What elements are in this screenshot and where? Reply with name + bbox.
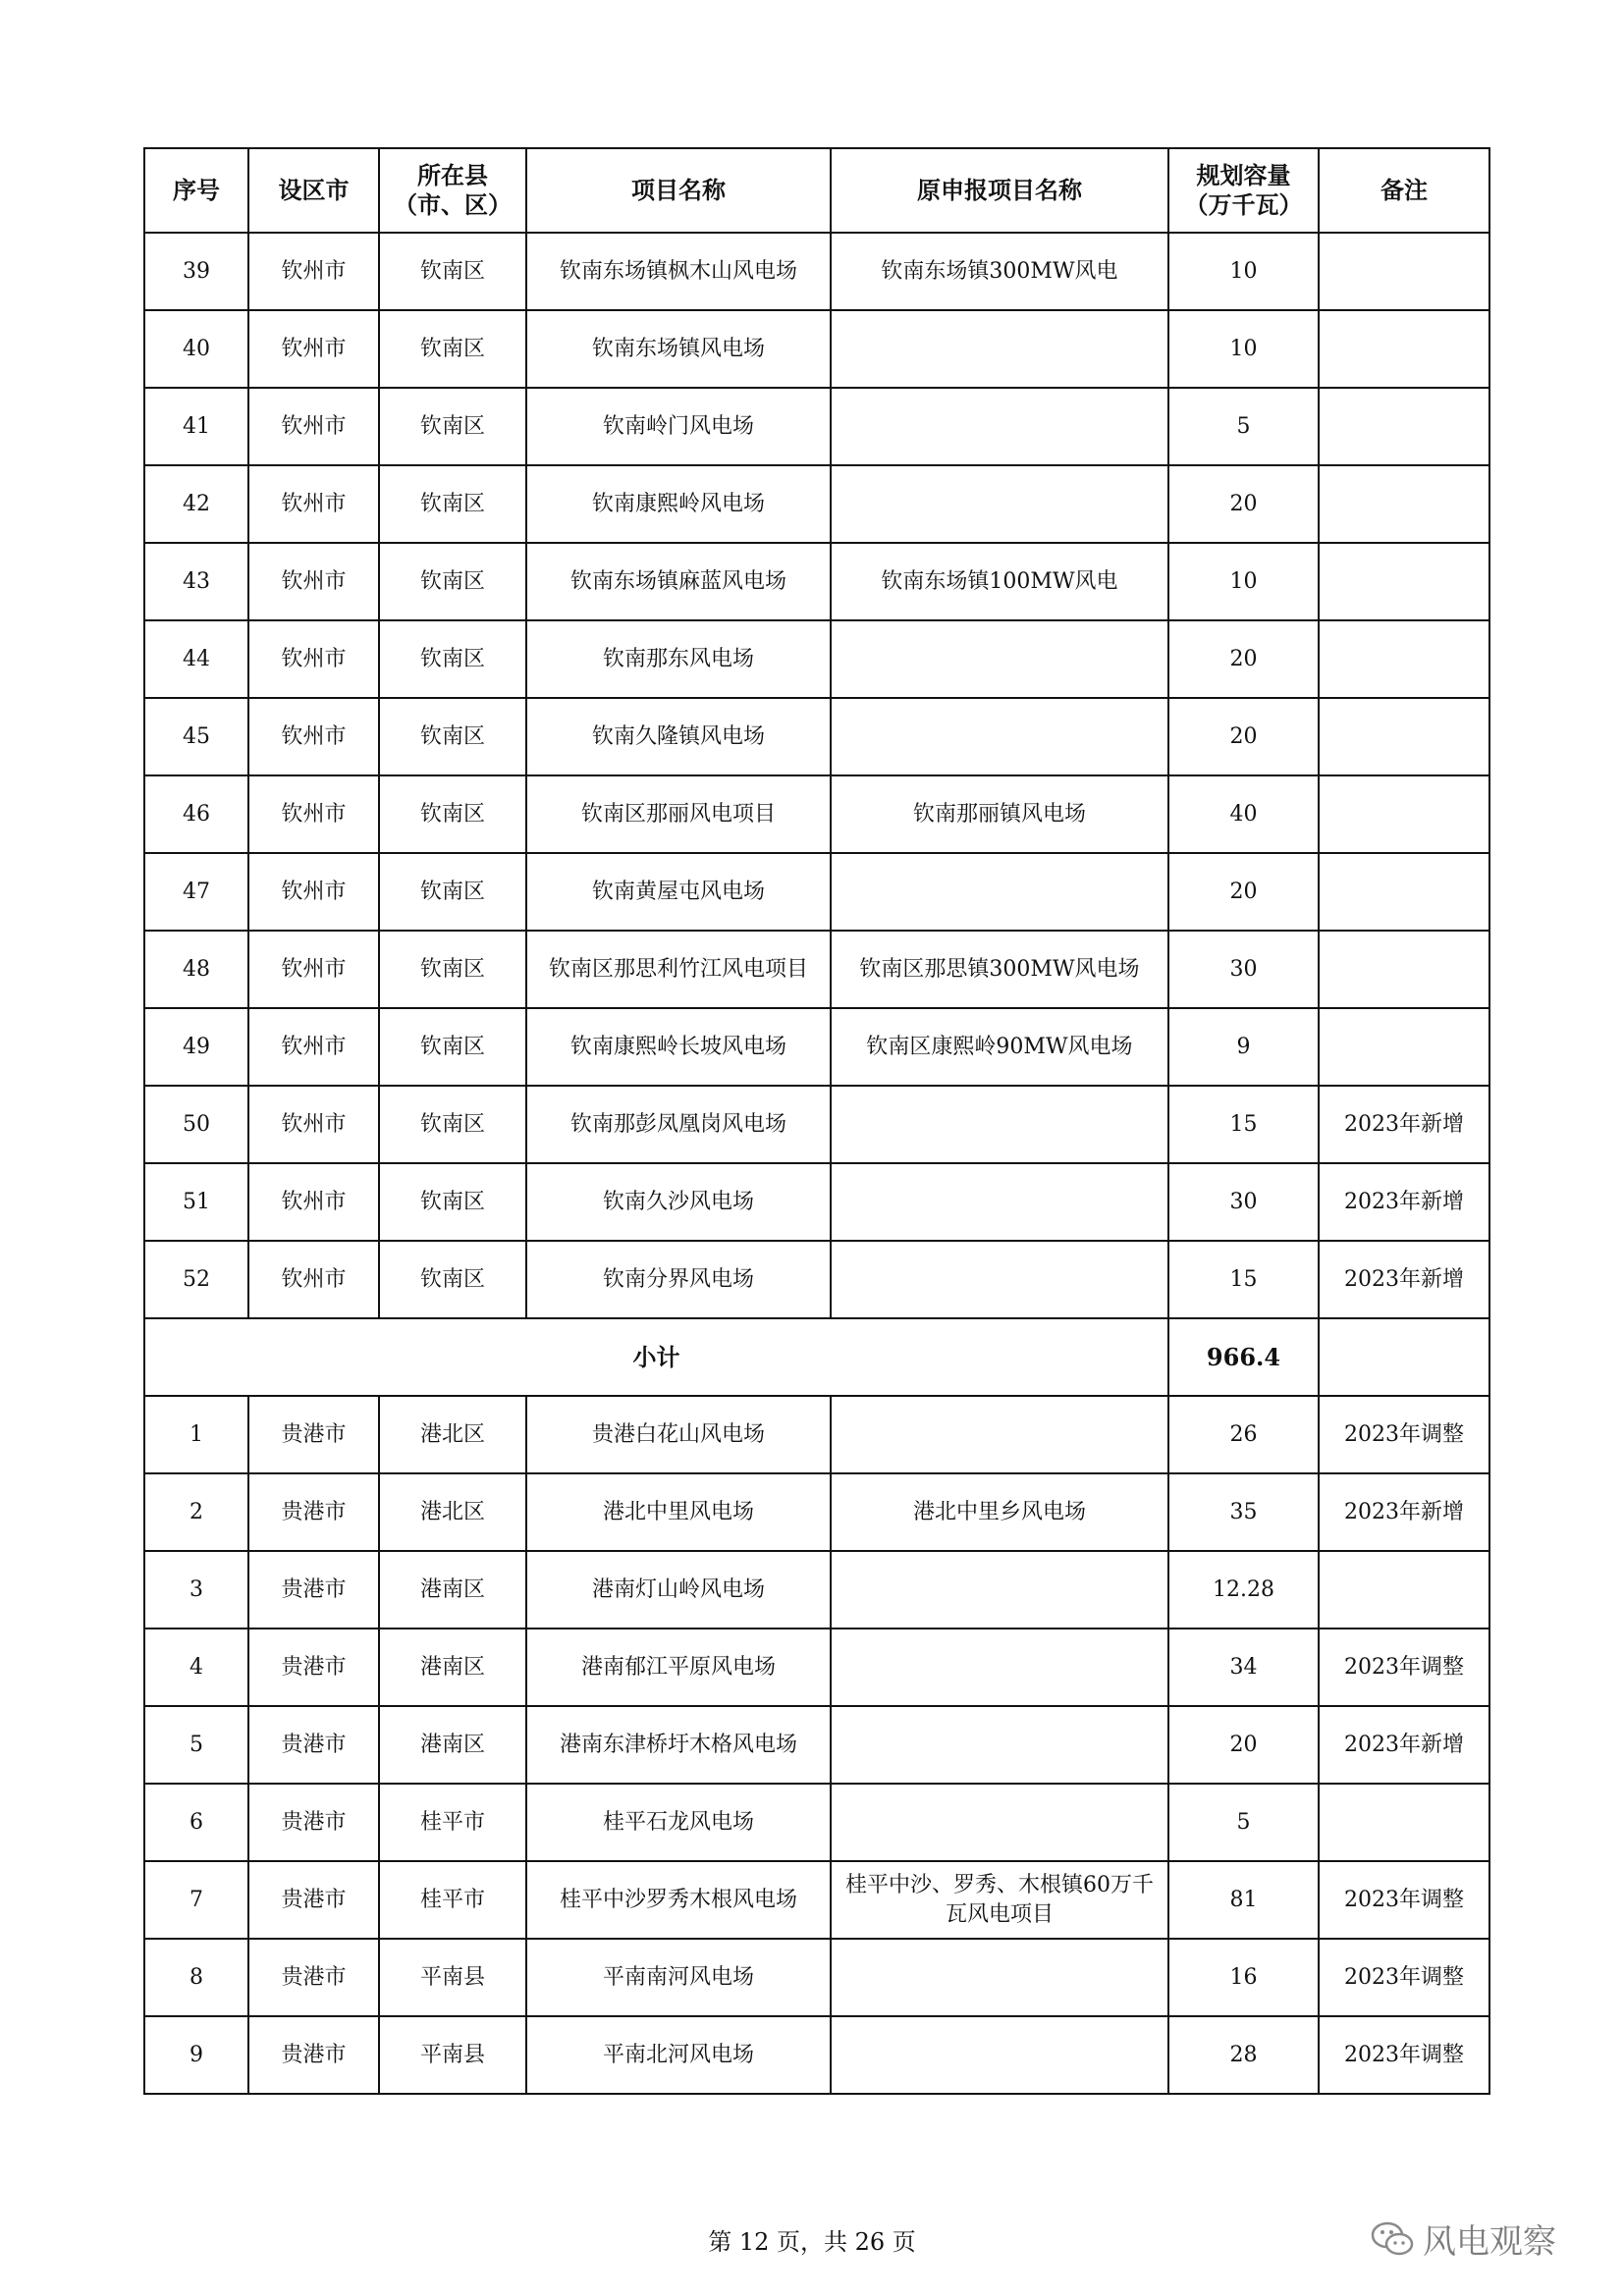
cell-city: 贵港市 (248, 1473, 379, 1551)
cell-original-name (831, 1163, 1168, 1241)
cell-county: 港南区 (379, 1551, 526, 1629)
cell-county: 港北区 (379, 1396, 526, 1473)
cell-index: 6 (144, 1784, 248, 1861)
cell-county: 钦南区 (379, 698, 526, 775)
table-row (144, 465, 1489, 543)
table-row (144, 1396, 1489, 1473)
table-row (144, 1163, 1489, 1241)
cell-project-name: 钦南岭门风电场 (526, 388, 831, 465)
cell-original-name: 钦南区康熙岭90MW风电场 (831, 1008, 1168, 1086)
cell-county: 钦南区 (379, 465, 526, 543)
cell-remark: 2023年调整 (1319, 1861, 1489, 1939)
table-row (144, 1784, 1489, 1861)
watermark (1370, 2215, 1556, 2263)
cell-city: 钦州市 (248, 698, 379, 775)
cell-original-name (831, 1706, 1168, 1784)
cell-project-name: 钦南东场镇麻蓝风电场 (526, 543, 831, 620)
cell-project-name: 港南灯山岭风电场 (526, 1551, 831, 1629)
cell-capacity: 5 (1168, 388, 1319, 465)
cell-index: 49 (144, 1008, 248, 1086)
cell-original-name (831, 1629, 1168, 1706)
cell-index: 7 (144, 1861, 248, 1939)
cell-city: 钦州市 (248, 1086, 379, 1163)
page-footer: 第 12 页，共 26 页 (708, 2228, 916, 2256)
cell-project-name: 桂平中沙罗秀木根风电场 (526, 1861, 831, 1939)
cell-remark (1319, 620, 1489, 698)
cell-county: 港南区 (379, 1706, 526, 1784)
cell-original-name: 桂平中沙、罗秀、木根镇60万千瓦风电项目 (831, 1861, 1168, 1939)
cell-capacity: 16 (1168, 1939, 1319, 2016)
cell-original-name: 钦南东场镇300MW风电 (831, 233, 1168, 310)
table-row (144, 775, 1489, 853)
subtotal-value: 966.4 (1168, 1318, 1319, 1396)
cell-county: 平南县 (379, 1939, 526, 2016)
cell-index: 1 (144, 1396, 248, 1473)
cell-capacity: 30 (1168, 1163, 1319, 1241)
table-row (144, 931, 1489, 1008)
table-row (144, 1008, 1489, 1086)
wechat-icon (1370, 2219, 1415, 2259)
cell-original-name (831, 1784, 1168, 1861)
cell-remark (1319, 853, 1489, 931)
cell-city: 钦州市 (248, 233, 379, 310)
cell-project-name: 钦南那东风电场 (526, 620, 831, 698)
cell-city: 钦州市 (248, 931, 379, 1008)
cell-county: 桂平市 (379, 1861, 526, 1939)
cell-original-name (831, 388, 1168, 465)
cell-city: 钦州市 (248, 620, 379, 698)
cell-project-name: 贵港白花山风电场 (526, 1396, 831, 1473)
cell-index: 4 (144, 1629, 248, 1706)
table-row (144, 1551, 1489, 1629)
cell-remark: 2023年调整 (1319, 1629, 1489, 1706)
cell-capacity: 15 (1168, 1086, 1319, 1163)
cell-city: 钦州市 (248, 775, 379, 853)
cell-index: 44 (144, 620, 248, 698)
cell-original-name (831, 620, 1168, 698)
cell-county: 港北区 (379, 1473, 526, 1551)
table-row (144, 388, 1489, 465)
cell-project-name: 平南南河风电场 (526, 1939, 831, 2016)
cell-capacity: 10 (1168, 310, 1319, 388)
header-cell: 备注 (1319, 148, 1489, 233)
cell-remark: 2023年新增 (1319, 1473, 1489, 1551)
cell-project-name: 平南北河风电场 (526, 2016, 831, 2094)
cell-project-name: 钦南区那丽风电项目 (526, 775, 831, 853)
cell-capacity: 20 (1168, 620, 1319, 698)
cell-city: 钦州市 (248, 1008, 379, 1086)
cell-city: 钦州市 (248, 1241, 379, 1318)
cell-city: 钦州市 (248, 310, 379, 388)
cell-remark (1319, 1008, 1489, 1086)
cell-remark (1319, 698, 1489, 775)
cell-remark (1319, 233, 1489, 310)
cell-index: 2 (144, 1473, 248, 1551)
table-row (144, 1629, 1489, 1706)
cell-capacity: 15 (1168, 1241, 1319, 1318)
cell-project-name: 港南东津桥圩木格风电场 (526, 1706, 831, 1784)
cell-project-name: 港南郁江平原风电场 (526, 1629, 831, 1706)
cell-city: 贵港市 (248, 1551, 379, 1629)
cell-project-name: 钦南康熙岭风电场 (526, 465, 831, 543)
header-cell: 所在县 （市、区） (379, 148, 526, 233)
cell-capacity: 40 (1168, 775, 1319, 853)
cell-county: 平南县 (379, 2016, 526, 2094)
cell-original-name (831, 1396, 1168, 1473)
cell-capacity: 10 (1168, 543, 1319, 620)
cell-index: 3 (144, 1551, 248, 1629)
cell-capacity: 20 (1168, 465, 1319, 543)
cell-original-name (831, 853, 1168, 931)
cell-county: 钦南区 (379, 775, 526, 853)
table-row (144, 1939, 1489, 2016)
cell-capacity: 20 (1168, 698, 1319, 775)
cell-original-name (831, 310, 1168, 388)
cell-project-name: 钦南那彭凤凰岗风电场 (526, 1086, 831, 1163)
cell-city: 钦州市 (248, 1163, 379, 1241)
cell-original-name (831, 1241, 1168, 1318)
cell-capacity: 26 (1168, 1396, 1319, 1473)
cell-index: 50 (144, 1086, 248, 1163)
cell-index: 43 (144, 543, 248, 620)
cell-capacity: 20 (1168, 1706, 1319, 1784)
subtotal-remark (1319, 1318, 1489, 1396)
cell-city: 贵港市 (248, 1706, 379, 1784)
table-row (144, 853, 1489, 931)
cell-original-name: 钦南那丽镇风电场 (831, 775, 1168, 853)
project-table (143, 147, 1490, 2095)
cell-remark (1319, 465, 1489, 543)
cell-index: 46 (144, 775, 248, 853)
cell-project-name: 钦南黄屋屯风电场 (526, 853, 831, 931)
cell-project-name: 桂平石龙风电场 (526, 1784, 831, 1861)
table-row (144, 1861, 1489, 1939)
table-row (144, 620, 1489, 698)
cell-capacity: 30 (1168, 931, 1319, 1008)
table-row (144, 1086, 1489, 1163)
header-cell: 序号 (144, 148, 248, 233)
cell-city: 钦州市 (248, 853, 379, 931)
cell-county: 钦南区 (379, 931, 526, 1008)
cell-county: 港南区 (379, 1629, 526, 1706)
cell-index: 41 (144, 388, 248, 465)
table-body (144, 233, 1489, 2094)
cell-original-name (831, 2016, 1168, 2094)
cell-original-name (831, 465, 1168, 543)
cell-capacity: 28 (1168, 2016, 1319, 2094)
cell-project-name: 钦南区那思利竹江风电项目 (526, 931, 831, 1008)
cell-original-name (831, 1086, 1168, 1163)
header-cell: 规划容量 （万千瓦） (1168, 148, 1319, 233)
cell-county: 钦南区 (379, 1086, 526, 1163)
cell-county: 钦南区 (379, 310, 526, 388)
cell-capacity: 34 (1168, 1629, 1319, 1706)
cell-original-name: 钦南东场镇100MW风电 (831, 543, 1168, 620)
cell-index: 5 (144, 1706, 248, 1784)
cell-county: 钦南区 (379, 1008, 526, 1086)
cell-county: 钦南区 (379, 543, 526, 620)
table-row (144, 543, 1489, 620)
cell-index: 40 (144, 310, 248, 388)
cell-index: 45 (144, 698, 248, 775)
cell-remark: 2023年新增 (1319, 1086, 1489, 1163)
cell-index: 39 (144, 233, 248, 310)
cell-city: 钦州市 (248, 465, 379, 543)
cell-city: 贵港市 (248, 1629, 379, 1706)
cell-remark (1319, 388, 1489, 465)
cell-county: 钦南区 (379, 620, 526, 698)
header-cell: 设区市 (248, 148, 379, 233)
cell-city: 贵港市 (248, 1396, 379, 1473)
cell-project-name: 钦南久隆镇风电场 (526, 698, 831, 775)
cell-remark (1319, 931, 1489, 1008)
cell-original-name (831, 1939, 1168, 2016)
cell-project-name: 钦南东场镇枫木山风电场 (526, 233, 831, 310)
table-row (144, 233, 1489, 310)
cell-project-name: 钦南东场镇风电场 (526, 310, 831, 388)
cell-project-name: 港北中里风电场 (526, 1473, 831, 1551)
cell-index: 8 (144, 1939, 248, 2016)
cell-remark (1319, 1551, 1489, 1629)
table-row (144, 310, 1489, 388)
cell-index: 51 (144, 1163, 248, 1241)
cell-index: 48 (144, 931, 248, 1008)
table-header-row (144, 148, 1489, 233)
table-row (144, 1706, 1489, 1784)
header-cell: 原申报项目名称 (831, 148, 1168, 233)
cell-county: 钦南区 (379, 388, 526, 465)
cell-city: 贵港市 (248, 1784, 379, 1861)
cell-county: 钦南区 (379, 1163, 526, 1241)
cell-original-name: 钦南区那思镇300MW风电场 (831, 931, 1168, 1008)
cell-county: 钦南区 (379, 1241, 526, 1318)
cell-remark: 2023年调整 (1319, 1939, 1489, 2016)
cell-capacity: 5 (1168, 1784, 1319, 1861)
cell-city: 贵港市 (248, 2016, 379, 2094)
cell-original-name (831, 1551, 1168, 1629)
cell-county: 钦南区 (379, 853, 526, 931)
cell-capacity: 10 (1168, 233, 1319, 310)
table-row (144, 1241, 1489, 1318)
table-row (144, 698, 1489, 775)
watermark-text: 风电观察 (1423, 2222, 1556, 2262)
subtotal-label: 小计 (144, 1318, 1168, 1396)
table-row (144, 1473, 1489, 1551)
cell-city: 贵港市 (248, 1861, 379, 1939)
cell-city: 贵港市 (248, 1939, 379, 2016)
cell-remark: 2023年新增 (1319, 1706, 1489, 1784)
cell-capacity: 20 (1168, 853, 1319, 931)
cell-index: 52 (144, 1241, 248, 1318)
cell-index: 9 (144, 2016, 248, 2094)
cell-capacity: 35 (1168, 1473, 1319, 1551)
cell-project-name: 钦南康熙岭长坡风电场 (526, 1008, 831, 1086)
table-row (144, 2016, 1489, 2094)
cell-capacity: 9 (1168, 1008, 1319, 1086)
cell-city: 钦州市 (248, 388, 379, 465)
cell-city: 钦州市 (248, 543, 379, 620)
cell-remark: 2023年新增 (1319, 1163, 1489, 1241)
cell-index: 42 (144, 465, 248, 543)
cell-remark (1319, 1784, 1489, 1861)
cell-capacity: 12.28 (1168, 1551, 1319, 1629)
cell-remark (1319, 310, 1489, 388)
cell-remark: 2023年调整 (1319, 2016, 1489, 2094)
cell-original-name (831, 698, 1168, 775)
cell-county: 钦南区 (379, 233, 526, 310)
cell-remark: 2023年调整 (1319, 1396, 1489, 1473)
cell-remark: 2023年新增 (1319, 1241, 1489, 1318)
cell-remark (1319, 543, 1489, 620)
cell-original-name: 港北中里乡风电场 (831, 1473, 1168, 1551)
cell-project-name: 钦南久沙风电场 (526, 1163, 831, 1241)
subtotal-row (144, 1318, 1489, 1396)
header-cell: 项目名称 (526, 148, 831, 233)
cell-index: 47 (144, 853, 248, 931)
cell-capacity: 81 (1168, 1861, 1319, 1939)
cell-project-name: 钦南分界风电场 (526, 1241, 831, 1318)
cell-county: 桂平市 (379, 1784, 526, 1861)
cell-remark (1319, 775, 1489, 853)
